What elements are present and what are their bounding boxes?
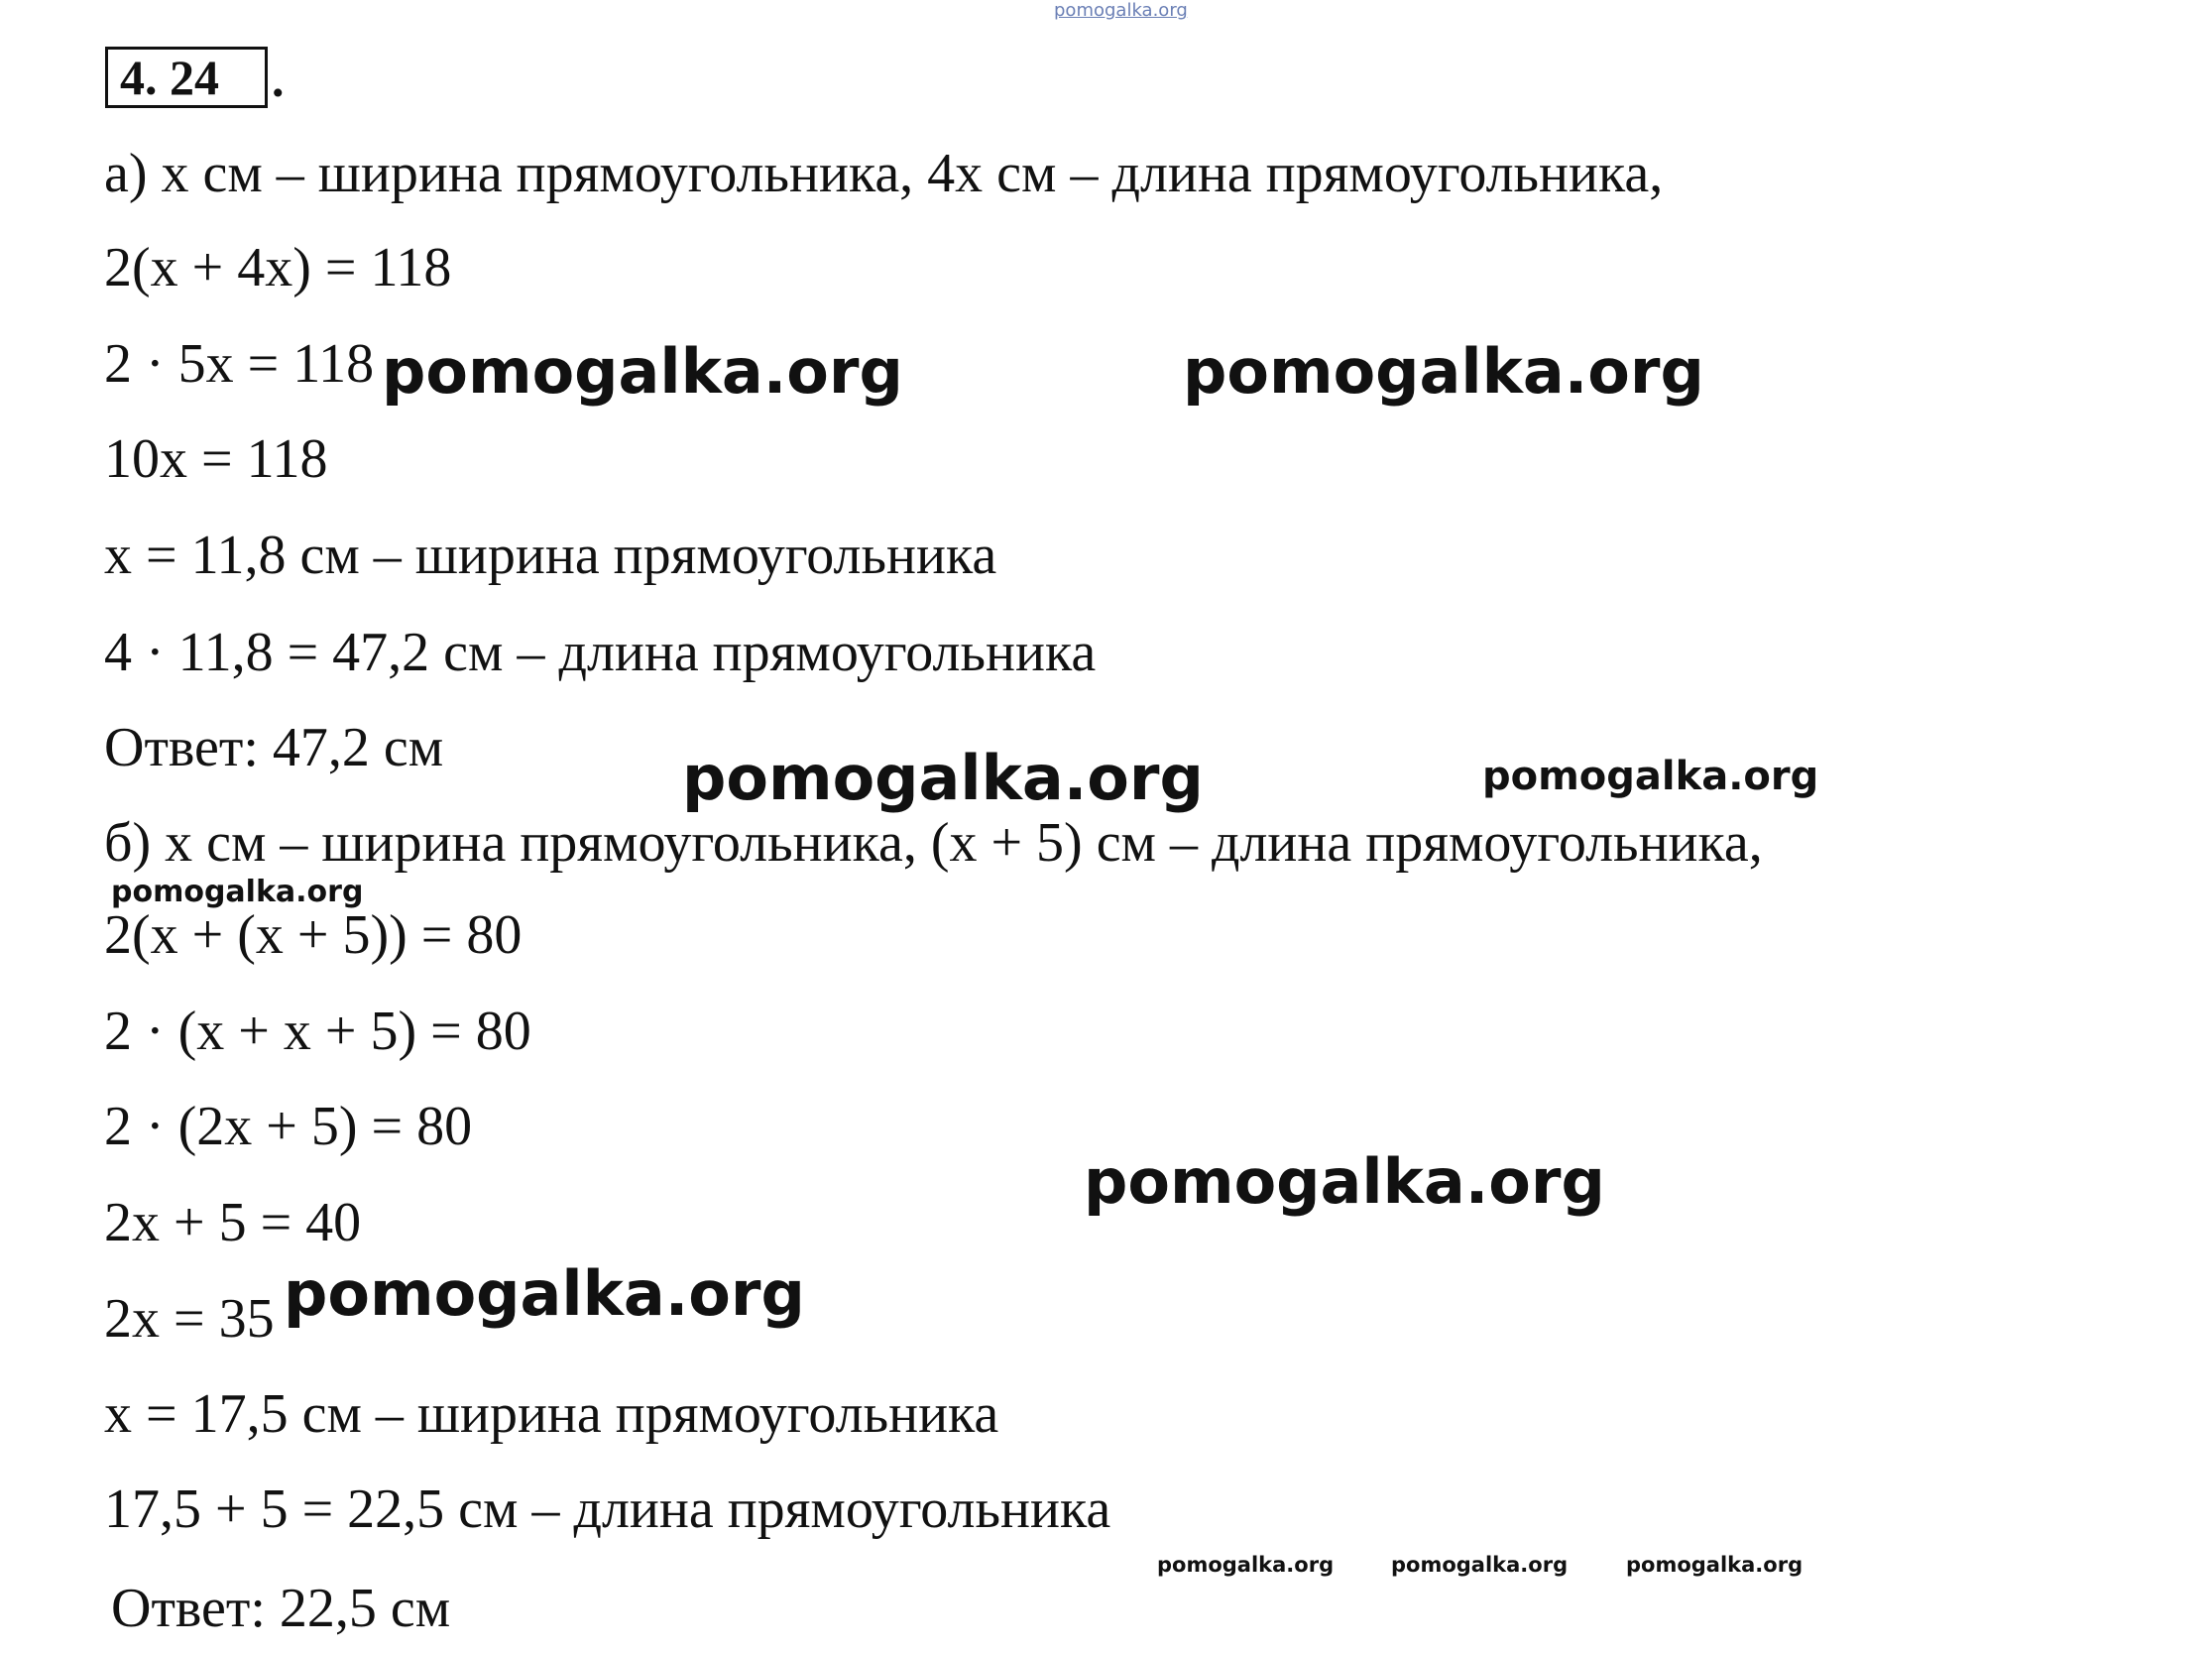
- problem-number-period: .: [272, 52, 285, 107]
- watermark: pomogalka.org: [1157, 1553, 1335, 1577]
- problem-number-box: 4. 24: [105, 47, 268, 108]
- part-a-line: 2(x + 4x) = 118: [104, 237, 452, 298]
- watermark: pomogalka.org: [382, 335, 903, 408]
- part-b-answer: Ответ: 22,5 см: [111, 1578, 451, 1639]
- part-b-line: 2(x + (x + 5)) = 80: [104, 904, 523, 966]
- watermark: pomogalka.org: [111, 875, 364, 909]
- part-b-line: 2 · (2x + 5) = 80: [104, 1096, 473, 1157]
- part-a-line: x = 11,8 см – ширина прямоугольника: [104, 525, 997, 586]
- watermark: pomogalka.org: [1626, 1553, 1804, 1577]
- part-b-line: б) x см – ширина прямоугольника, (x + 5) см – длина прямоугольника,: [104, 812, 1763, 874]
- part-a-line: 4 · 11,8 = 47,2 см – длина прямоугольника: [104, 622, 1097, 683]
- watermark-top: pomogalka.org: [1054, 0, 1188, 21]
- part-b-line: 2 · (x + x + 5) = 80: [104, 1001, 531, 1062]
- part-a-line: 2 · 5x = 118: [104, 333, 375, 395]
- part-b-line: 2x + 5 = 40: [104, 1192, 362, 1253]
- watermark: pomogalka.org: [1084, 1145, 1605, 1218]
- part-b-line: 2x = 35: [104, 1288, 275, 1350]
- part-b-line: 17,5 + 5 = 22,5 см – длина прямоугольника: [104, 1478, 1111, 1540]
- watermark: pomogalka.org: [682, 742, 1204, 814]
- watermark: pomogalka.org: [1183, 335, 1704, 408]
- part-a-line: а) x см – ширина прямоугольника, 4x см – длина прямоугольника,: [104, 143, 1664, 204]
- watermark: pomogalka.org: [1391, 1553, 1569, 1577]
- watermark: pomogalka.org: [284, 1257, 805, 1330]
- part-a-line: 10x = 118: [104, 428, 328, 490]
- watermark: pomogalka.org: [1482, 754, 1819, 799]
- part-a-answer: Ответ: 47,2 см: [104, 717, 444, 778]
- part-b-line: x = 17,5 см – ширина прямоугольника: [104, 1383, 999, 1445]
